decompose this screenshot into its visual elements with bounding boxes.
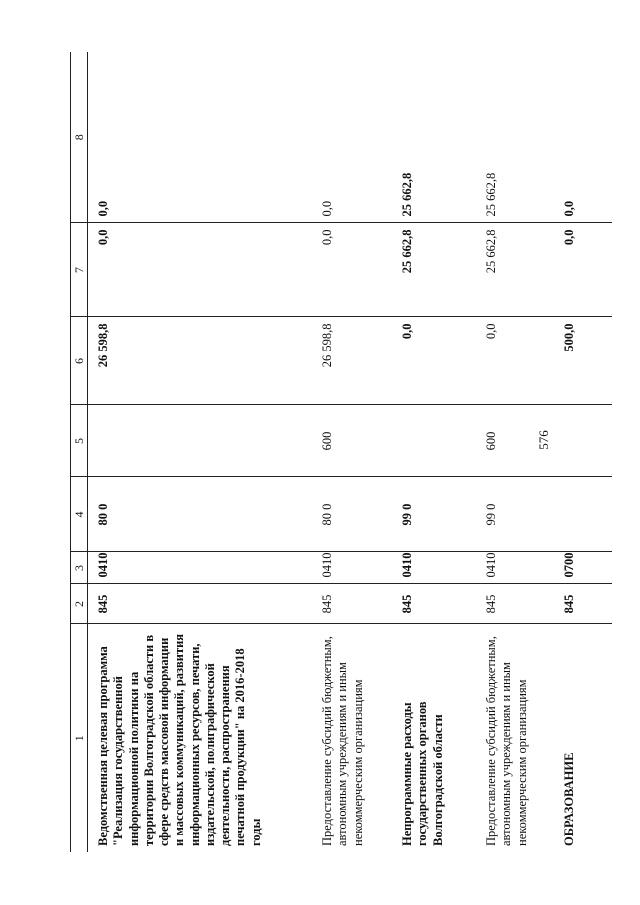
- cell-amount-2018: 25 662,8: [392, 52, 476, 223]
- cell-expense-type: 600: [476, 405, 554, 477]
- cell-amount-2018: 25 662,8: [476, 52, 554, 223]
- header-cell-5: 5: [71, 405, 88, 477]
- cell-amount-2017: 0,0: [88, 223, 313, 317]
- cell-target: [554, 477, 612, 552]
- cell-amount-2016: 26 598,8: [88, 317, 313, 405]
- cell-section: 0410: [392, 552, 476, 584]
- cell-target: 80 0: [88, 477, 313, 552]
- row-name: Предоставление субсидий бюджетным, автономным учреждениям и иным некоммерческим организациям: [484, 636, 529, 846]
- cell-target: 99 0: [392, 477, 476, 552]
- header-cell-6: 6: [71, 317, 88, 405]
- cell-section: 0410: [312, 552, 392, 584]
- header-cell-3: 3: [71, 552, 88, 584]
- cell-amount-2016: 26 598,8: [312, 317, 392, 405]
- row-name: Предоставление субсидий бюджетным, автономным учреждениям и иным некоммерческим организациям: [320, 636, 365, 846]
- header-cell-8: 8: [71, 52, 88, 223]
- cell-ministry: 845: [392, 584, 476, 624]
- cell-target: 99 0: [476, 477, 554, 552]
- cell-expense-type: [392, 405, 476, 477]
- cell-amount-2016: 500,0: [554, 317, 612, 405]
- cell-section: 0410: [88, 552, 313, 584]
- cell-amount-2017: 0,0: [554, 223, 612, 317]
- budget-table: [70, 52, 612, 852]
- cell-amount-2018: 0,0: [88, 52, 313, 223]
- cell-target: 80 0: [312, 477, 392, 552]
- cell-amount-2018: 0,0: [554, 52, 612, 223]
- cell-amount-2017: 25 662,8: [392, 223, 476, 317]
- cell-amount-2016: 0,0: [476, 317, 554, 405]
- cell-amount-2017: 25 662,8: [476, 223, 554, 317]
- cell-expense-type: 600: [312, 405, 392, 477]
- budget-table-container: [70, 52, 576, 852]
- cell-amount-2018: 0,0: [312, 52, 392, 223]
- header-cell-7: 7: [71, 223, 88, 317]
- page-number: 576: [536, 430, 551, 450]
- row-name: Ведомственная целевая программа "Реализация государственной информационной политики на территории Волгоградской области в сфере средств массовой информации и массовых коммуникаций, развития информационных ресурсов, печати, издательской, полиграфической деятельности, распространения печатной продукции" на 2016-2018 годы: [96, 633, 263, 846]
- cell-section: 0410: [476, 552, 554, 584]
- header-row: [71, 52, 88, 852]
- header-cell-1: 1: [71, 624, 88, 852]
- cell-ministry: 845: [554, 584, 612, 624]
- cell-amount-2017: 0,0: [312, 223, 392, 317]
- cell-ministry: 845: [476, 584, 554, 624]
- cell-expense-type: [554, 405, 612, 477]
- cell-ministry: 845: [88, 584, 313, 624]
- header-cell-2: 2: [71, 584, 88, 624]
- table-row: [88, 52, 313, 852]
- cell-amount-2016: 0,0: [392, 317, 476, 405]
- cell-section: 0700: [554, 552, 612, 584]
- table-row: [554, 52, 612, 852]
- header-cell-4: 4: [71, 477, 88, 552]
- table-row: [392, 52, 476, 852]
- row-name: ОБРАЗОВАНИЕ: [562, 752, 576, 846]
- cell-expense-type: [88, 405, 313, 477]
- row-name: Непрограммные расходы государственных органов Волгоградской области: [400, 701, 445, 846]
- table-row: [312, 52, 392, 852]
- table-row: [476, 52, 554, 852]
- cell-ministry: 845: [312, 584, 392, 624]
